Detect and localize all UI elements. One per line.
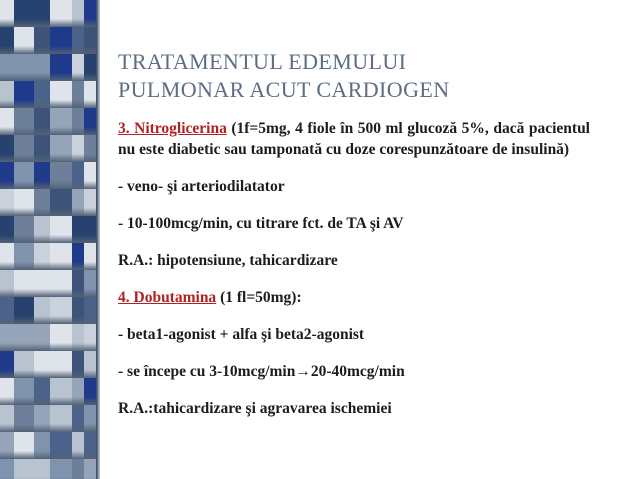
decorative-tile: [14, 297, 34, 324]
decorative-tile: [0, 27, 14, 54]
title-line-2: PULMONAR ACUT CARDIOGEN: [118, 77, 450, 102]
decorative-tile: [14, 351, 34, 378]
decorative-tile: [0, 54, 14, 81]
right-arrow-icon: →: [295, 363, 311, 380]
decorative-tile: [0, 135, 14, 162]
decorative-tile: [0, 162, 14, 189]
decorative-tile: [72, 0, 84, 27]
decorative-tile: [34, 405, 50, 432]
decorative-tile: [14, 162, 34, 189]
decorative-tile: [0, 81, 14, 108]
decorative-tile: [34, 0, 50, 27]
decorative-tile: [14, 0, 34, 27]
decorative-tile: [50, 378, 72, 405]
decorative-tile: [0, 378, 14, 405]
decorative-tile: [14, 459, 34, 479]
decorative-tile: [72, 297, 84, 324]
adverse-reactions-line-1: R.A.: hipotensiune, tahicardizare: [118, 252, 338, 269]
decorative-tile: [14, 378, 34, 405]
decorative-tile: [0, 432, 14, 459]
decorative-tile: [72, 378, 84, 405]
decorative-tile: [50, 54, 72, 81]
decorative-tile: [50, 405, 72, 432]
decorative-tile: [14, 324, 34, 351]
decorative-tile: [50, 297, 72, 324]
dose-line: - 10-100mcg/min, cu titrare fct. de TA şi AV: [118, 215, 404, 232]
decorative-tile: [14, 216, 34, 243]
decorative-tile: [34, 189, 50, 216]
decorative-tile: [14, 432, 34, 459]
decorative-tile: [14, 108, 34, 135]
decorative-tile: [72, 81, 84, 108]
decorative-tile: [50, 0, 72, 27]
decorative-divider: [96, 0, 100, 479]
slide-content: [118, 118, 590, 435]
decorative-tile: [0, 189, 14, 216]
decorative-tile: [72, 162, 84, 189]
dobutamine-paragraph: [118, 287, 590, 308]
decorative-tile: [34, 459, 50, 479]
decorative-tile: [50, 216, 72, 243]
decorative-tile: [50, 189, 72, 216]
decorative-tile: [72, 27, 84, 54]
decorative-tile: [34, 432, 50, 459]
decorative-tile: [50, 351, 72, 378]
decorative-tile: [0, 459, 14, 479]
decorative-tile: [72, 216, 84, 243]
beta-agonist-line: - beta1-agonist + alfa şi beta2-agonist: [118, 326, 365, 343]
decorative-tile: [50, 162, 72, 189]
decorative-tile: [50, 324, 72, 351]
decorative-strip: [0, 0, 100, 479]
decorative-tile: [50, 243, 72, 270]
decorative-tile: [14, 189, 34, 216]
adverse-reactions-line-2: R.A.:tahicardizare şi agravarea ischemiei: [118, 400, 392, 417]
decorative-tile: [14, 405, 34, 432]
decorative-tile: [34, 297, 50, 324]
decorative-tile: [0, 270, 14, 297]
decorative-tile: [34, 351, 50, 378]
decorative-tile: [14, 27, 34, 54]
vasodilator-line: - veno- şi arteriodilatator: [118, 178, 285, 195]
decorative-tile: [0, 405, 14, 432]
titration-line: [118, 361, 590, 382]
decorative-tile: [34, 162, 50, 189]
decorative-tile: [50, 270, 72, 297]
dobutamine-detail: (1 fl=50mg):: [216, 289, 302, 306]
decorative-tile: [50, 108, 72, 135]
decorative-tile: [72, 108, 84, 135]
decorative-tile: [34, 243, 50, 270]
slide-title: [118, 48, 618, 104]
decorative-tile: [14, 243, 34, 270]
decorative-tile: [34, 378, 50, 405]
decorative-tile: [50, 459, 72, 479]
decorative-tile: [0, 108, 14, 135]
decorative-tile: [50, 27, 72, 54]
decorative-tile: [50, 81, 72, 108]
decorative-tile: [72, 243, 84, 270]
titration-start: - se începe cu 3-10mcg/min: [118, 363, 296, 380]
titration-end: 20-40mcg/min: [310, 363, 405, 380]
decorative-tile: [0, 351, 14, 378]
title-line-1: TRATAMENTUL EDEMULUI: [118, 49, 407, 74]
nitroglycerin-detail: (1f=5mg, 4 fiole în 500 ml glucoză 5%, dacă pacientul nu este diabetic sau tamponată cu doze corespunzătoare de insulină): [118, 120, 590, 158]
decorative-tile: [72, 270, 84, 297]
nitroglycerin-heading: 3. Nitroglicerina: [118, 120, 227, 137]
decorative-tile: [14, 135, 34, 162]
decorative-tile: [72, 324, 84, 351]
dobutamine-heading: 4. Dobutamina: [118, 289, 217, 306]
decorative-tile: [0, 324, 14, 351]
decorative-tile: [72, 432, 84, 459]
nitroglycerin-paragraph: [118, 118, 590, 160]
decorative-tile: [34, 324, 50, 351]
decorative-tile: [0, 216, 14, 243]
decorative-tile: [50, 432, 72, 459]
decorative-tile: [72, 405, 84, 432]
decorative-tile: [34, 27, 50, 54]
decorative-tile: [0, 297, 14, 324]
decorative-tile: [0, 243, 14, 270]
decorative-tile: [72, 459, 84, 479]
decorative-tile: [72, 135, 84, 162]
decorative-tile: [72, 54, 84, 81]
decorative-tile: [72, 351, 84, 378]
decorative-tile: [14, 270, 34, 297]
decorative-tile: [34, 216, 50, 243]
decorative-tile: [72, 189, 84, 216]
decorative-tile: [34, 135, 50, 162]
decorative-tile: [14, 54, 34, 81]
decorative-tile: [14, 81, 34, 108]
decorative-tile: [34, 81, 50, 108]
decorative-tile: [0, 0, 14, 27]
decorative-tile: [34, 108, 50, 135]
decorative-tile: [50, 135, 72, 162]
decorative-tile: [34, 54, 50, 81]
decorative-tile: [34, 270, 50, 297]
